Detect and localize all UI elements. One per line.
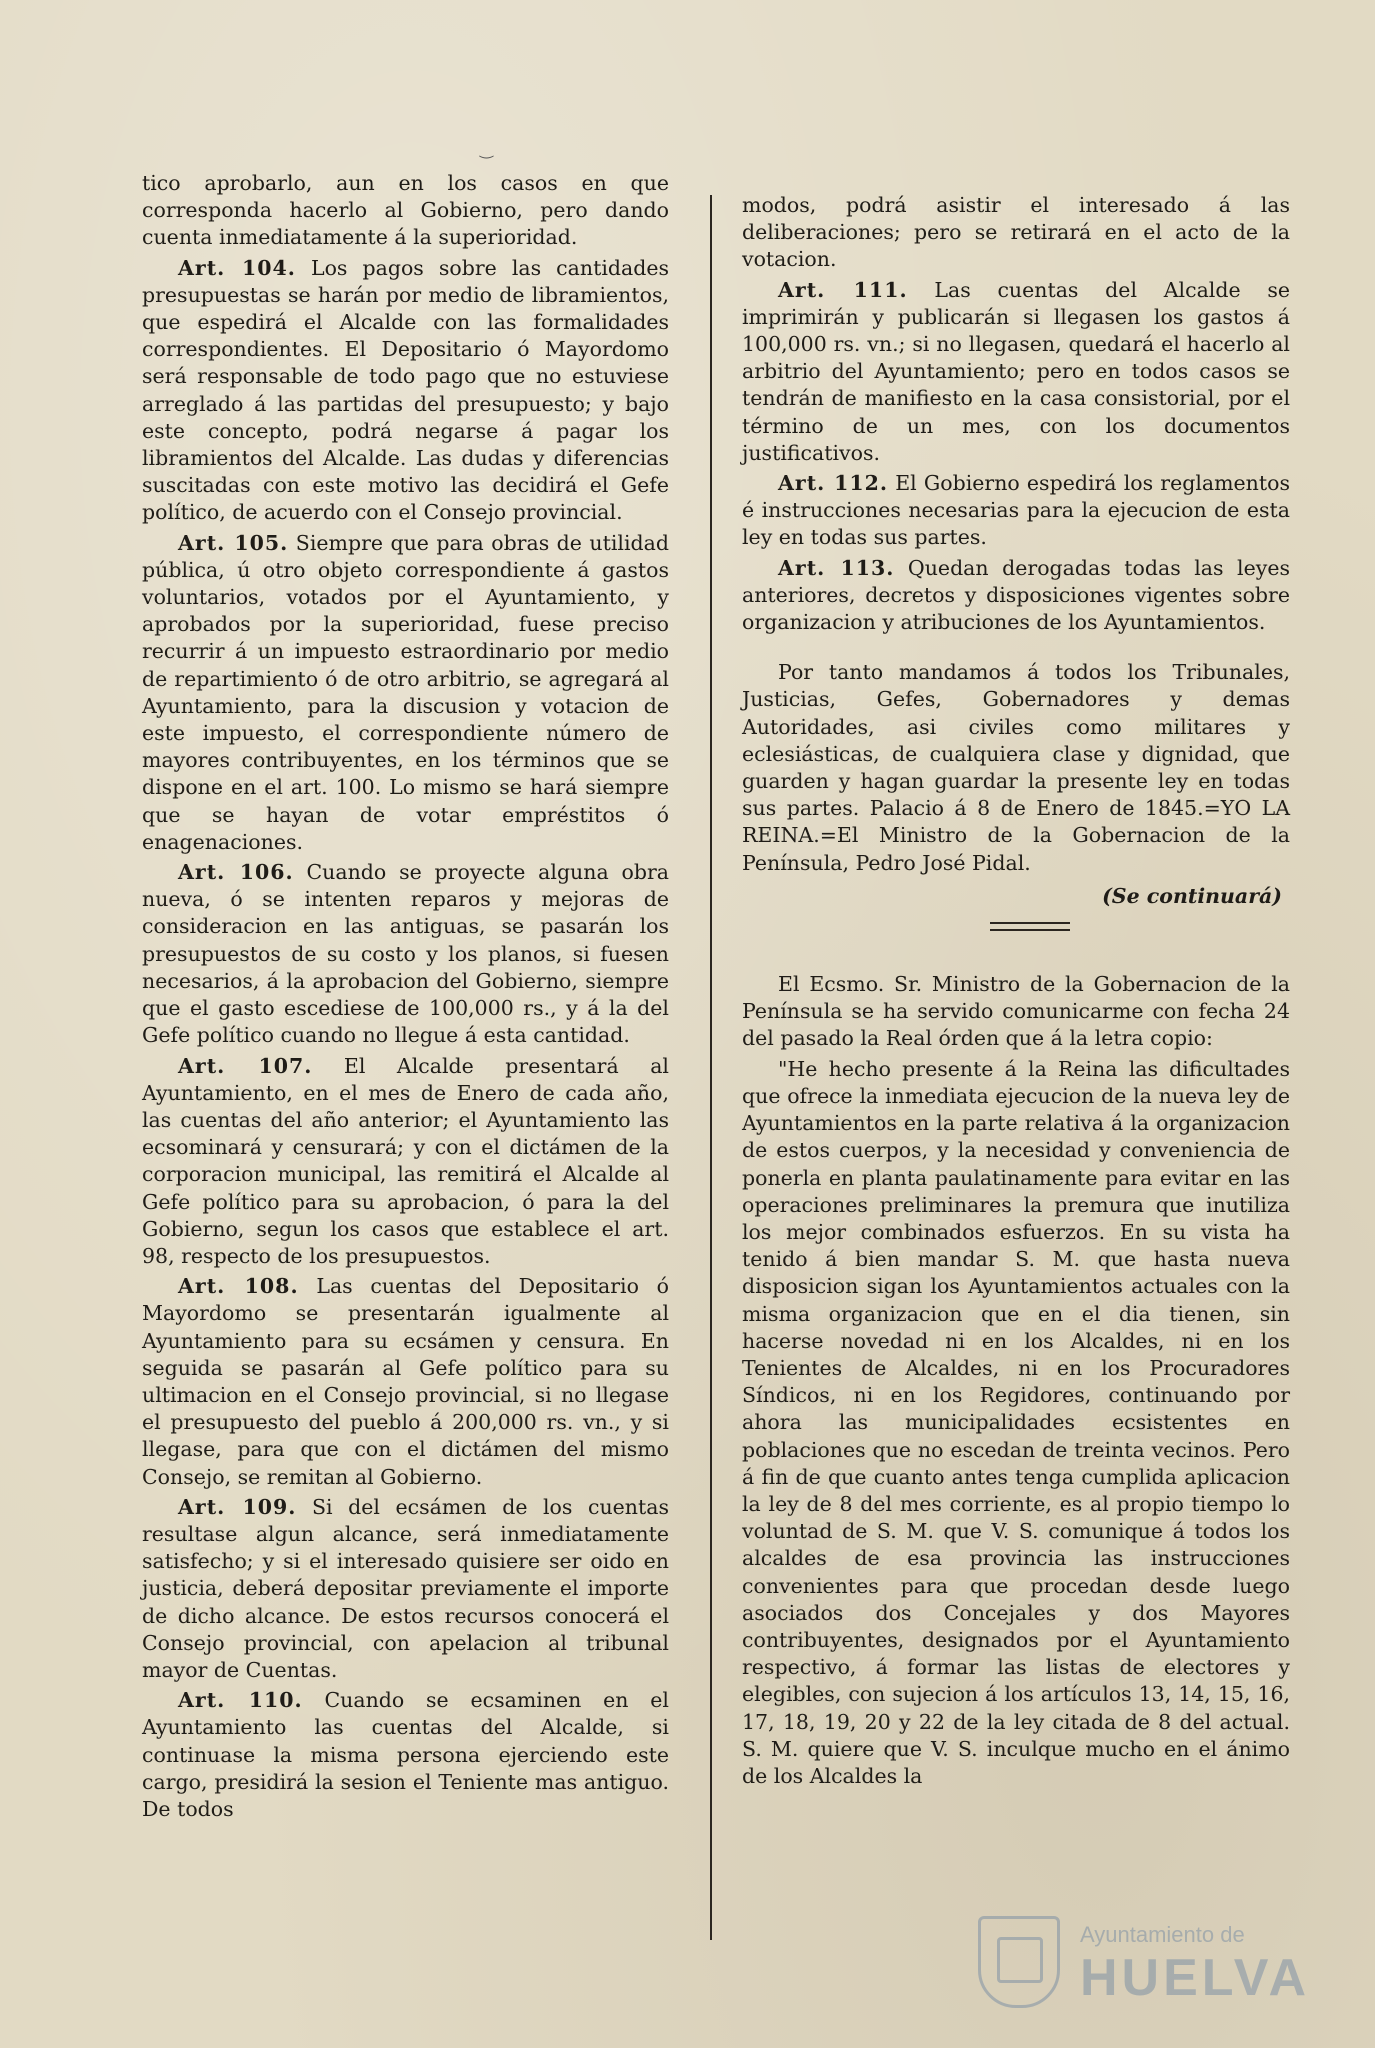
royal-mandate: Por tanto mandamos á todos los Tribunales, Justicias, Gefes, Gobernadores y demas Autoridades, asi civiles como militares y eclesiásticas, de cualquiera clase y dignidad, que guarden y hagan guardar la presente ley en todas sus partes. Palacio á 8 de Enero de 1845.=YO LA REINA.=El Ministro de la Gobernacion de la Península, Pedro José Pidal. — [742, 660, 1290, 875]
article-104 — [142, 255, 669, 527]
article-label: Art. 108. — [178, 1274, 299, 1299]
continued-note: (Se continuará) — [1102, 883, 1282, 908]
page-mark: ‿ — [480, 140, 493, 159]
letter-body: "He hecho presente á la Reina las dificultades que ofrece la inmediata ejecucion de la nueva ley de Ayuntamientos en la parte relativa á la organizacion de estos cuerpos, y la necesidad y conveniencia de ponerla en planta paulatinamente para evitar en las operaciones preliminares la premura que inutiliza los mejor combinados esfuerzos. En su vista ha tenido á bien mandar S. M. que hasta nueva disposicion sigan los Ayuntamientos actuales con la misma organizacion que en el dia tienen, sin hacerse novedad ni en los Alcaldes, ni en los Tenientes de Alcaldes, ni en los Procuradores Síndicos, ni en los Regidores, continuando por ahora las municipalidades ecsistentes en poblaciones que no escedan de treinta vecinos. Pero á fin de que cuanto antes tenga cumplida aplicacion la ley de 8 del mes corriente, es al propio tiempo lo voluntad de S. M. que V. S. comunique á todos los alcaldes de esa provincia las instrucciones convenientes para que procedan desde luego asociados dos Concejales y dos Mayores contribuyentes, designados por el Ayuntamiento respectivo, á formar las listas de electores y elegibles, con sujecion á los artículos 13, 14, 15, 16, 17, 18, 19, 20 y 22 de la ley citada de 8 del actual. S. M. quiere que V. S. inculque mucho en el ánimo de los Alcaldes la — [742, 1056, 1290, 1788]
watermark-big-text: HUELVA — [1080, 1949, 1311, 2007]
paragraph-continuation: tico aprobarlo, aun en los casos en que corresponda hacerlo al Gobierno, pero dando cuenta inmediatamente á la superioridad. — [142, 171, 669, 250]
watermark-small-text: Ayuntamiento de — [1080, 1922, 1245, 1947]
article-105 — [142, 530, 669, 856]
article-text: Quedan derogadas todas las leyes anteriores, decretos y disposiciones vigentes sobre organizacion y atribuciones de los Ayuntamientos. — [742, 555, 1290, 635]
article-106 — [142, 859, 669, 1049]
article-label: Art. 105. — [178, 530, 289, 555]
article-109 — [142, 1494, 669, 1684]
article-text: Los pagos sobre las cantidades presupuestas se harán por medio de libramientos, que espedirá el Alcalde con las formalidades correspondientes. El Depositario ó Mayordomo será responsable de todo pago que no estuviese arreglado á las partidas del presupuesto; y bajo este concepto, podrá negarse á pagar los libramientos del Alcalde. Las dudas y diferencias suscitadas con este motivo las decidirá el Gefe político, de acuerdo con el Consejo provincial. — [142, 255, 669, 525]
article-text: Si del ecsámen de los cuentas resultase algun alcance, será inmediatamente satisfecho; y si el interesado quisiere ser oido en justicia, deberá depositar previamente el importe de dicho alcance. De estos recursos conocerá el Consejo provincial, con apelacion al tribunal mayor de Cuentas. — [142, 1494, 669, 1682]
article-label: Art. 109. — [178, 1494, 297, 1519]
article-label: Art. 112. — [778, 471, 889, 496]
column-divider — [710, 195, 712, 1940]
article-text: El Alcalde presentará al Ayuntamiento, en el mes de Enero de cada año, las cuentas del año anterior; el Ayuntamiento las ecsominará y censurará; y con el dictámen de la corporacion municipal, las remitirá el Alcalde al Gefe político para su aprobacion, ó para la del Gobierno, segun los casos que establece el art. 98, respecto de los presupuestos. — [142, 1053, 669, 1268]
article-text: Las cuentas del Alcalde se imprimirán y publicarán si llegasen los gastos á 100,000 rs. vn.; si no llegasen, quedará el hacerlo al arbitrio del Ayuntamiento; pero en todos casos se tendrán de manifiesto en la casa consistorial, por el término de un mes, con los documentos justificativos. — [742, 277, 1290, 465]
paragraph-continuation: modos, podrá asistir el interesado á las deliberaciones; pero se retirará en el acto de la votacion. — [742, 193, 1290, 272]
left-column — [142, 170, 669, 1826]
spacer — [742, 639, 1290, 659]
archive-watermark — [970, 1910, 1310, 2020]
article-label: Art. 106. — [178, 860, 294, 885]
article-label: Art. 111. — [778, 277, 908, 302]
article-label: Art. 104. — [178, 255, 296, 280]
article-text: Cuando se proyecte alguna obra nueva, ó se intenten reparos y mejoras de consideracion en las antiguas, se pasarán los presupuestos de su costo y los planos, si fuesen necesarios, á la aprobacion del Gobierno, siempre que el gasto escediese de 100,000 rs., y á la del Gefe político cuando no llegue á esta cantidad. — [142, 860, 669, 1048]
section-rule — [990, 922, 1070, 931]
coat-of-arms-icon — [978, 1916, 1060, 2008]
article-text: El Gobierno espedirá los reglamentos é instrucciones necesarias para la ejecucion de esta ley en todas sus partes. — [742, 471, 1290, 550]
article-110 — [142, 1687, 669, 1823]
article-108 — [142, 1273, 669, 1491]
article-107 — [142, 1053, 669, 1271]
article-label: Art. 107. — [178, 1053, 313, 1078]
article-label: Art. 113. — [778, 555, 895, 580]
article-111 — [742, 277, 1290, 467]
article-text: Las cuentas del Depositario ó Mayordomo se presentarán igualmente al Ayuntamiento para su ecsámen y censura. En seguida se pasarán al Gefe político para su ultimacion en el Consejo provincial, si no llegase el presupuesto del pueblo á 200,000 rs. vn., y si llegase, para que con el dictámen del mismo Consejo, se remitan al Gobierno. — [142, 1274, 669, 1489]
article-label: Art. 110. — [178, 1688, 303, 1713]
article-text: Cuando se ecsaminen en el Ayuntamiento las cuentas del Alcalde, si continuase la misma persona ejerciendo este cargo, presidirá la sesion el Teniente mas antiguo. De todos — [142, 1688, 669, 1821]
article-text: Siempre que para obras de utilidad pública, ú otro objeto correspondiente á gastos voluntarios, votados por el Ayuntamiento, y aprobados por la superioridad, fuese preciso recurrir á un impuesto estraordinario por medio de repartimiento ó de otro arbitrio, se agregará al Ayuntamiento, para la discusion y votacion de este impuesto, el correspondiente número de mayores contribuyentes, en los términos que se dispone en el art. 100. Lo mismo se hará siempre que se hayan de votar empréstitos ó enagenaciones. — [142, 530, 669, 854]
letter-intro: El Ecsmo. Sr. Ministro de la Gobernacion de la Península se ha servido comunicarme con fecha 24 del pasado la Real órden que á la letra copio: — [742, 972, 1290, 1051]
right-column — [742, 192, 1290, 1793]
article-113 — [742, 555, 1290, 637]
article-112 — [742, 470, 1290, 552]
